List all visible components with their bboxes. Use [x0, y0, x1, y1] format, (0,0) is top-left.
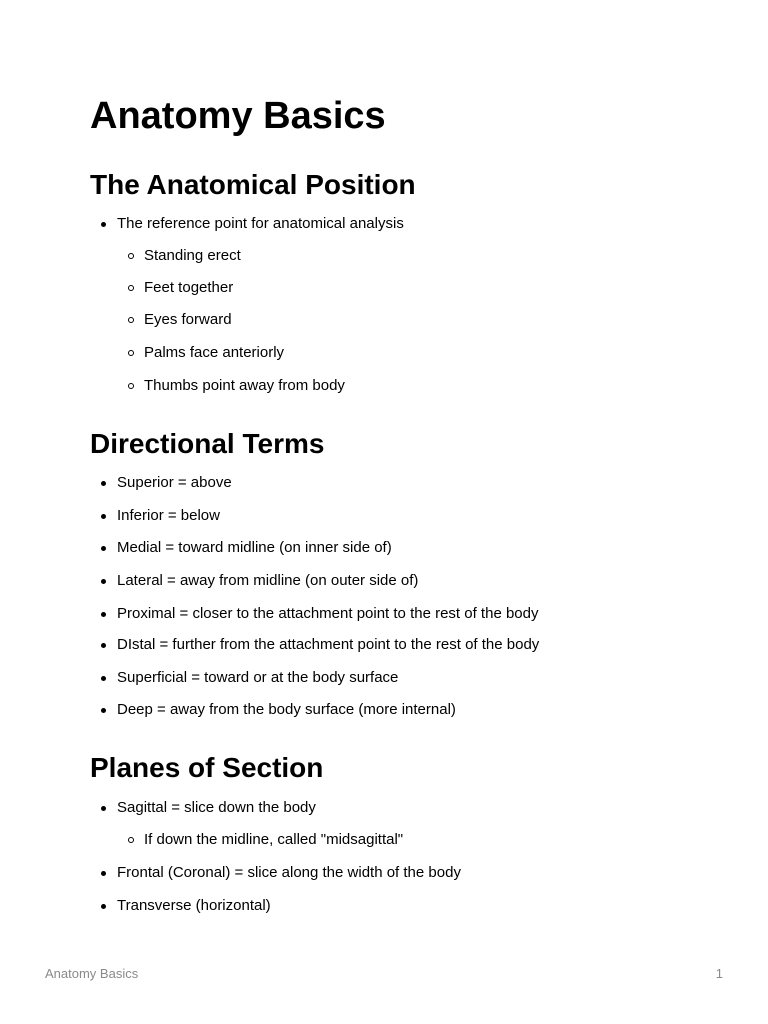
list-item-text: Lateral = away from midline (on outer side of): [117, 572, 419, 589]
list-item: [117, 897, 271, 915]
bullet-disc-icon: [101, 871, 106, 876]
bullet-circle-icon: [128, 350, 134, 356]
bullet-circle-icon: [128, 383, 134, 389]
page-title: Anatomy Basics: [90, 95, 386, 137]
list-item-text: DIstal = further from the attachment point to the rest of the body: [117, 636, 540, 653]
bullet-disc-icon: [101, 481, 106, 486]
bullet-circle-icon: [128, 285, 134, 291]
list-item: [117, 539, 392, 557]
bullet-circle-icon: [128, 253, 134, 259]
sub-list-item: [144, 377, 345, 395]
sub-list-item-text: Standing erect: [144, 247, 241, 264]
sub-list-item: [144, 247, 241, 265]
list-item: [117, 636, 539, 654]
bullet-disc-icon: [101, 806, 106, 811]
list-item: [117, 572, 418, 590]
sub-list-item: [144, 311, 232, 329]
sub-list-item-text: Thumbs point away from body: [144, 377, 345, 394]
bullet-disc-icon: [101, 708, 106, 713]
list-item-text: Transverse (horizontal): [117, 897, 271, 914]
sub-list-item-text: Palms face anteriorly: [144, 344, 285, 361]
list-item: [117, 864, 461, 882]
bullet-disc-icon: [101, 546, 106, 551]
list-item-text: Proximal = closer to the attachment point to the rest of the body: [117, 605, 539, 622]
list-item-text: Superior = above: [117, 474, 232, 491]
footer-page-number: 1: [715, 966, 723, 981]
bullet-disc-icon: [101, 904, 106, 909]
bullet-disc-icon: [101, 579, 106, 584]
footer-document-title: Anatomy Basics: [45, 966, 139, 981]
list-item: [117, 474, 232, 492]
bullet-circle-icon: [128, 837, 134, 843]
sub-list-item-text: If down the midline, called "midsagittal": [144, 831, 404, 848]
sub-list-item: [144, 279, 233, 297]
list-item: [117, 799, 316, 817]
bullet-disc-icon: [101, 222, 106, 227]
sub-list-item-text: Eyes forward: [144, 311, 232, 328]
list-item-text: The reference point for anatomical analysis: [117, 215, 404, 232]
section-heading-directional-terms: Directional Terms: [90, 428, 325, 459]
list-item-text: Sagittal = slice down the body: [117, 799, 316, 816]
section-heading-planes-of-section: Planes of Section: [90, 752, 324, 783]
bullet-disc-icon: [101, 612, 106, 617]
bullet-disc-icon: [101, 643, 106, 648]
sub-list-item: [144, 344, 284, 362]
list-item: [117, 669, 398, 687]
list-item-text: Inferior = below: [117, 507, 220, 524]
list-item: [117, 507, 220, 525]
list-item: [117, 701, 456, 719]
list-item: [117, 215, 404, 233]
list-item-text: Frontal (Coronal) = slice along the width of the body: [117, 864, 461, 881]
list-item: [117, 605, 538, 623]
list-item-text: Superficial = toward or at the body surface: [117, 669, 399, 686]
bullet-disc-icon: [101, 676, 106, 681]
bullet-circle-icon: [128, 317, 134, 323]
sub-list-item: [144, 831, 403, 849]
sub-list-item-text: Feet together: [144, 279, 234, 296]
bullet-disc-icon: [101, 514, 106, 519]
section-heading-anatomical-position: The Anatomical Position: [90, 169, 416, 200]
list-item-text: Medial = toward midline (on inner side of): [117, 539, 392, 556]
list-item-text: Deep = away from the body surface (more internal): [117, 701, 456, 718]
